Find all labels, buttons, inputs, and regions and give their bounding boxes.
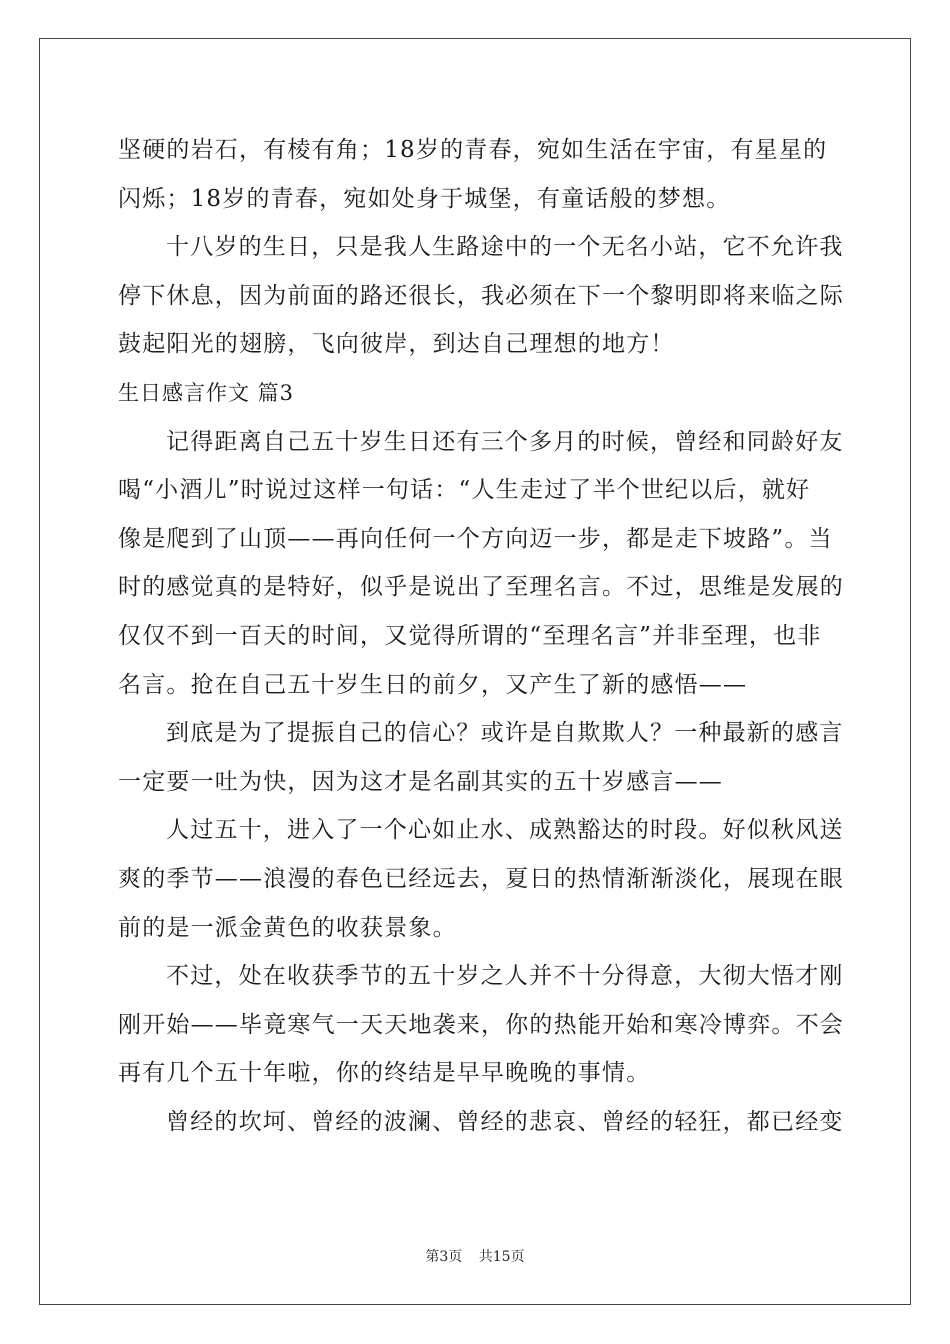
text-line: 一定要一吐为快，因为这才是名副其实的五十岁感言——	[118, 768, 723, 795]
text-line: 爽的季节——浪漫的春色已经远去，夏日的热情渐渐淡化，展现在眼	[118, 865, 844, 892]
text-line: 喝“小酒儿”时说过这样一句话：“人生走过了半个世纪以后，就好	[118, 477, 811, 504]
text-line: 到底是为了提振自己的信心？或许是自欺欺人？一种最新的感言	[166, 720, 844, 747]
page-footer	[0, 1246, 950, 1266]
page-total: 共15页	[478, 1249, 525, 1265]
text-line: 刚开始——毕竟寒气一天天地袭来，你的热能开始和寒冷博弈。不会	[118, 1011, 844, 1038]
text-line: 停下休息，因为前面的路还很长，我必须在下一个黎明即将来临之际	[118, 282, 844, 309]
text-line: 时的感觉真的是特好，似乎是说出了至理名言。不过，思维是发展的	[118, 574, 844, 601]
text-line: 仅仅不到一百天的时间，又觉得所谓的“至理名言”并非至理，也非	[118, 622, 822, 649]
document-body	[118, 126, 844, 1146]
page-number: 第3页	[425, 1249, 463, 1265]
text-line: 十八岁的生日，只是我人生路途中的一个无名小站，它不允许我	[166, 234, 844, 261]
text-line: 鼓起阳光的翅膀，飞向彼岸，到达自己理想的地方！	[118, 331, 675, 358]
text-line: 人过五十，进入了一个心如止水、成熟豁达的时段。好似秋风送	[166, 817, 844, 844]
text-line: 记得距离自己五十岁生日还有三个多月的时候，曾经和同龄好友	[166, 428, 844, 455]
text-line: 坚硬的岩石，有棱有角；18岁的青春，宛如生活在宇宙，有星星的	[118, 137, 828, 163]
text-line: 再有几个五十年啦，你的终结是早早晚晚的事情。	[118, 1060, 651, 1087]
text-line: 不过，处在收获季节的五十岁之人并不十分得意，大彻大悟才刚	[166, 963, 844, 990]
text-line: 曾经的坎坷、曾经的波澜、曾经的悲哀、曾经的轻狂，都已经变	[166, 1108, 844, 1135]
text-line: 像是爬到了山顶——再向任何一个方向迈一步，都是走下坡路”。当	[118, 525, 833, 552]
text-line: 闪烁；18岁的青春，宛如处身于城堡，有童话般的梦想。	[118, 185, 731, 212]
text-line: 名言。抢在自己五十岁生日的前夕，又产生了新的感悟——	[118, 671, 748, 698]
section-heading: 生日感言作文 篇3	[118, 380, 295, 405]
text-line: 前的是一派金黄色的收获景象。	[118, 914, 457, 941]
